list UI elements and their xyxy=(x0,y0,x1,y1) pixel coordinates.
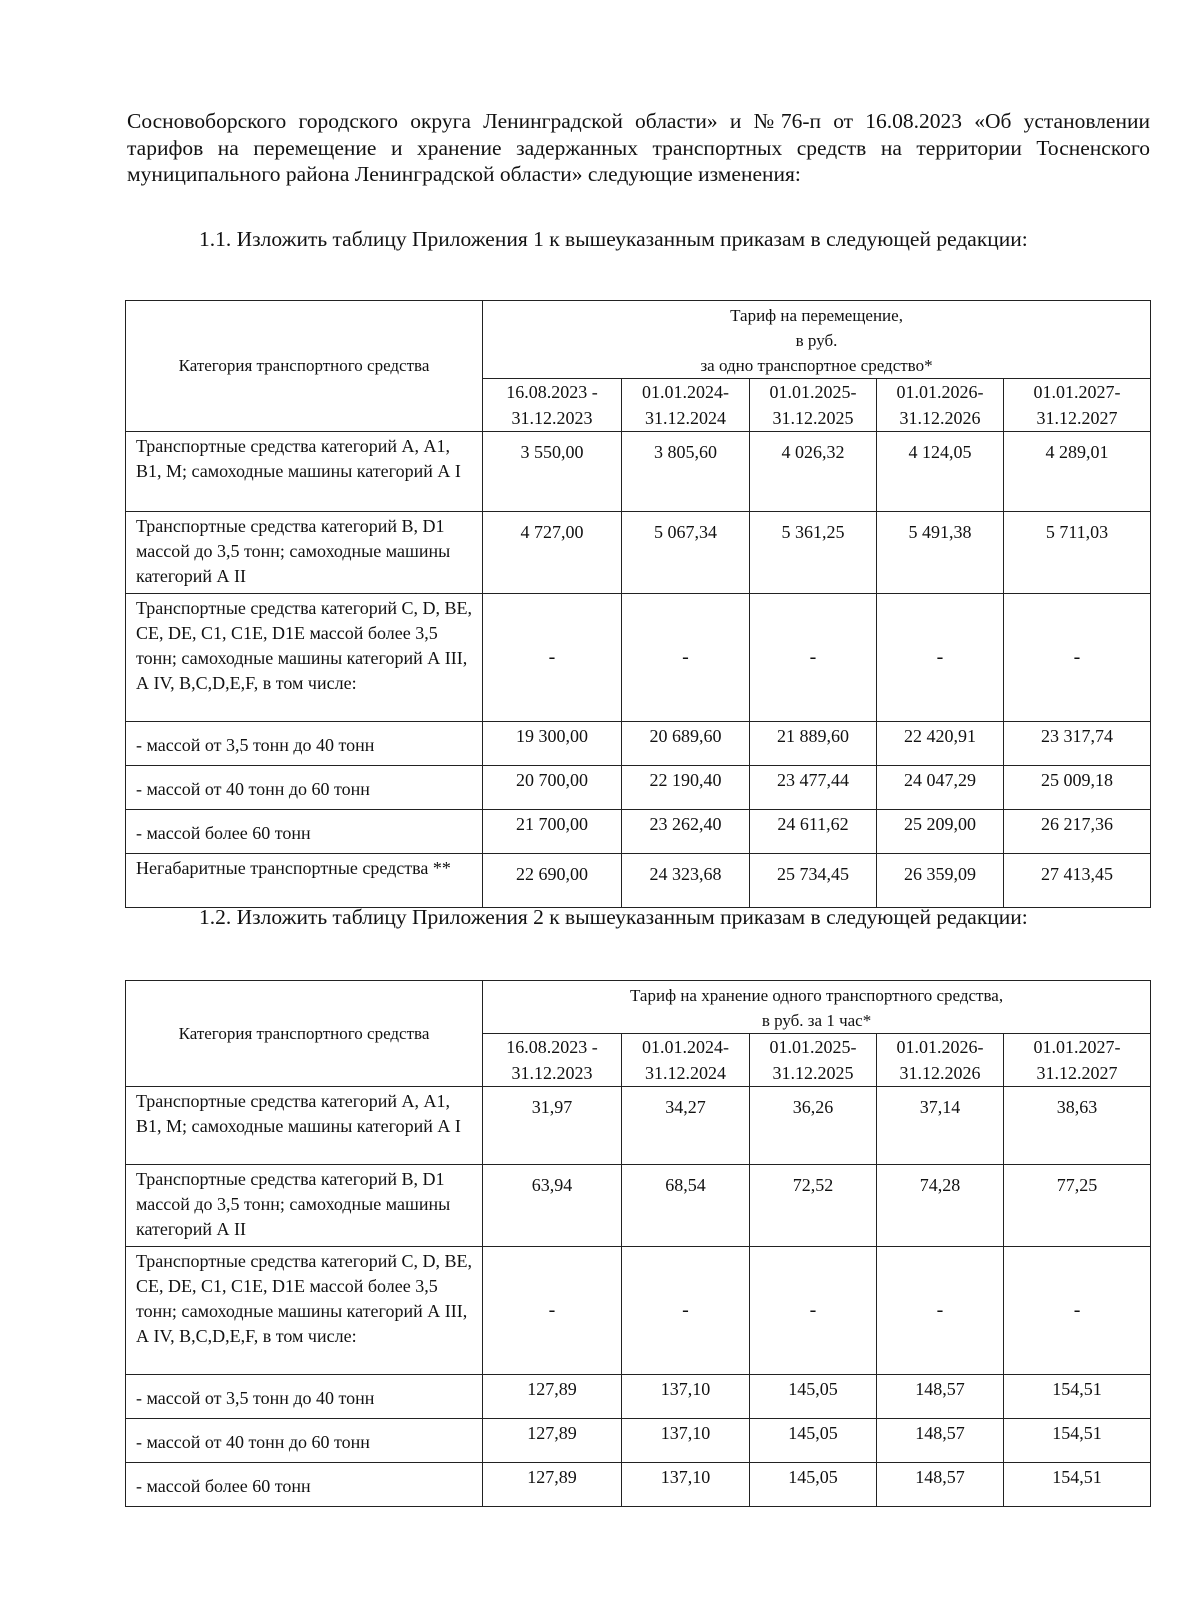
value-cell: 19 300,00 xyxy=(483,722,622,766)
value-cell: 77,25 xyxy=(1004,1165,1151,1247)
value-cell: - xyxy=(483,594,622,722)
value-cell: 4 727,00 xyxy=(483,512,622,594)
period-start: 01.01.2025- xyxy=(769,382,857,402)
table-row xyxy=(126,1463,1151,1507)
value-cell: 3 550,00 xyxy=(483,432,622,512)
category-cell: Транспортные средства категорий А, А1, В1, М; самоходные машины категорий А I xyxy=(126,1087,483,1165)
value-cell: 5 491,38 xyxy=(877,512,1004,594)
value-cell: 127,89 xyxy=(483,1419,622,1463)
tariff-header-line: в руб. xyxy=(795,331,838,350)
value-cell: 68,54 xyxy=(622,1165,750,1247)
value-cell: 148,57 xyxy=(877,1375,1004,1419)
value-cell: 23 317,74 xyxy=(1004,722,1151,766)
category-cell: Транспортные средства категорий В, D1 массой до 3,5 тонн; самоходные машины категорий А II xyxy=(126,1165,483,1247)
category-header: Категория транспортного средства xyxy=(126,981,483,1087)
tariff-storage-table xyxy=(125,980,1151,1507)
period-end: 31.12.2024 xyxy=(645,1063,726,1083)
value-cell: 5 361,25 xyxy=(750,512,877,594)
period-start: 01.01.2025- xyxy=(769,1037,857,1057)
value-cell: 23 477,44 xyxy=(750,766,877,810)
value-cell: 127,89 xyxy=(483,1375,622,1419)
period-header xyxy=(483,379,622,432)
value-cell: 37,14 xyxy=(877,1087,1004,1165)
value-cell: 36,26 xyxy=(750,1087,877,1165)
period-start: 01.01.2026- xyxy=(896,382,984,402)
period-end: 31.12.2026 xyxy=(899,408,981,428)
table-row xyxy=(126,854,1151,908)
period-header xyxy=(622,379,750,432)
period-end: 31.12.2025 xyxy=(772,408,854,428)
value-cell: - xyxy=(877,1247,1004,1375)
period-end: 31.12.2024 xyxy=(645,408,726,428)
category-cell: - массой более 60 тонн xyxy=(126,810,483,854)
value-cell: 137,10 xyxy=(622,1419,750,1463)
value-cell: 20 689,60 xyxy=(622,722,750,766)
value-cell: 25 209,00 xyxy=(877,810,1004,854)
tariff-header xyxy=(483,981,1151,1034)
value-cell: 26 217,36 xyxy=(1004,810,1151,854)
value-cell: 22 690,00 xyxy=(483,854,622,908)
category-cell: - массой от 40 тонн до 60 тонн xyxy=(126,1419,483,1463)
tariff-header-line: за одно транспортное средство* xyxy=(700,356,933,375)
table-row xyxy=(126,722,1151,766)
period-end: 31.12.2026 xyxy=(899,1063,981,1083)
value-cell: 5 067,34 xyxy=(622,512,750,594)
value-cell: 22 190,40 xyxy=(622,766,750,810)
value-cell: 145,05 xyxy=(750,1463,877,1507)
category-cell: Транспортные средства категорий В, D1 массой до 3,5 тонн; самоходные машины категорий А II xyxy=(126,512,483,594)
value-cell: 27 413,45 xyxy=(1004,854,1151,908)
category-header: Категория транспортного средства xyxy=(126,301,483,432)
value-cell: 5 711,03 xyxy=(1004,512,1151,594)
table-row xyxy=(126,1419,1151,1463)
period-start: 16.08.2023 - xyxy=(506,382,598,402)
value-cell: 24 047,29 xyxy=(877,766,1004,810)
table-row xyxy=(126,766,1151,810)
table-row xyxy=(126,1165,1151,1247)
period-header xyxy=(483,1034,622,1087)
category-cell: - массой от 40 тонн до 60 тонн xyxy=(126,766,483,810)
table-row xyxy=(126,1247,1151,1375)
category-cell: Негабаритные транспортные средства ** xyxy=(126,854,483,908)
value-cell: 148,57 xyxy=(877,1463,1004,1507)
value-cell: 25 734,45 xyxy=(750,854,877,908)
value-cell: 154,51 xyxy=(1004,1463,1151,1507)
value-cell: 22 420,91 xyxy=(877,722,1004,766)
value-cell: 63,94 xyxy=(483,1165,622,1247)
table-row xyxy=(126,594,1151,722)
period-header xyxy=(750,1034,877,1087)
value-cell: 3 805,60 xyxy=(622,432,750,512)
value-cell: 4 026,32 xyxy=(750,432,877,512)
period-end: 31.12.2023 xyxy=(511,408,593,428)
category-cell: Транспортные средства категорий С, D, ВЕ, СЕ, DE, С1, С1Е, D1E массой более 3,5 тонн; самоходные машины категорий А III, А IV, B,C,D,E,F, в том числе: xyxy=(126,594,483,722)
intro-paragraph: Сосновоборского городского округа Ленинградской области» и №76-п от 16.08.2023 «Об установлении тарифов на перемещение и хранение задержанных транспортных средств на территории Тосненского муниципального района Ленинградской области» следующие изменения: xyxy=(127,109,1150,186)
category-cell: Транспортные средства категорий С, D, ВЕ, СЕ, DE, С1, С1Е, D1E массой более 3,5 тонн; самоходные машины категорий А III, А IV, B,C,D,E,F, в том числе: xyxy=(126,1247,483,1375)
category-cell: - массой от 3,5 тонн до 40 тонн xyxy=(126,722,483,766)
tariff-header-line: Тариф на перемещение, xyxy=(730,306,903,325)
value-cell: 72,52 xyxy=(750,1165,877,1247)
value-cell: 34,27 xyxy=(622,1087,750,1165)
period-end: 31.12.2027 xyxy=(1036,1063,1118,1083)
tariff-header-line: Тариф на хранение одного транспортного средства, xyxy=(629,986,1004,1005)
value-cell: 31,97 xyxy=(483,1087,622,1165)
period-header xyxy=(622,1034,750,1087)
value-cell: 145,05 xyxy=(750,1419,877,1463)
value-cell: - xyxy=(877,594,1004,722)
value-cell: 154,51 xyxy=(1004,1419,1151,1463)
value-cell: 4 289,01 xyxy=(1004,432,1151,512)
tariff-header xyxy=(483,301,1151,379)
tariff-header-line: в руб. за 1 час* xyxy=(761,1011,872,1030)
item-1-1-paragraph: 1.1. Изложить таблицу Приложения 1 к вышеуказанным приказам в следующей редакции: xyxy=(199,227,1028,251)
value-cell: - xyxy=(750,594,877,722)
value-cell: 74,28 xyxy=(877,1165,1004,1247)
period-start: 01.01.2026- xyxy=(896,1037,984,1057)
table-row xyxy=(126,1375,1151,1419)
value-cell: - xyxy=(622,1247,750,1375)
period-header xyxy=(1004,379,1151,432)
period-end: 31.12.2023 xyxy=(511,1063,593,1083)
period-start: 01.01.2024- xyxy=(642,382,729,402)
value-cell: 148,57 xyxy=(877,1419,1004,1463)
table-row xyxy=(126,1087,1151,1165)
period-end: 31.12.2027 xyxy=(1036,408,1118,428)
period-start: 16.08.2023 - xyxy=(506,1037,598,1057)
value-cell: - xyxy=(622,594,750,722)
period-header xyxy=(1004,1034,1151,1087)
value-cell: 24 611,62 xyxy=(750,810,877,854)
category-cell: Транспортные средства категорий А, А1, В1, М; самоходные машины категорий А I xyxy=(126,432,483,512)
period-start: 01.01.2024- xyxy=(642,1037,729,1057)
period-header xyxy=(750,379,877,432)
tariff-transfer-table xyxy=(125,300,1151,908)
value-cell: 4 124,05 xyxy=(877,432,1004,512)
period-start: 01.01.2027- xyxy=(1033,1037,1121,1057)
period-end: 31.12.2025 xyxy=(772,1063,854,1083)
value-cell: 21 889,60 xyxy=(750,722,877,766)
table-row xyxy=(126,810,1151,854)
table-row xyxy=(126,432,1151,512)
value-cell: - xyxy=(1004,594,1151,722)
value-cell: 137,10 xyxy=(622,1463,750,1507)
value-cell: 21 700,00 xyxy=(483,810,622,854)
item-1-2-paragraph: 1.2. Изложить таблицу Приложения 2 к вышеуказанным приказам в следующей редакции: xyxy=(199,905,1028,929)
value-cell: 20 700,00 xyxy=(483,766,622,810)
value-cell: 145,05 xyxy=(750,1375,877,1419)
value-cell: 127,89 xyxy=(483,1463,622,1507)
category-cell: - массой более 60 тонн xyxy=(126,1463,483,1507)
value-cell: 24 323,68 xyxy=(622,854,750,908)
value-cell: 38,63 xyxy=(1004,1087,1151,1165)
period-header xyxy=(877,379,1004,432)
table-row xyxy=(126,512,1151,594)
value-cell: 137,10 xyxy=(622,1375,750,1419)
value-cell: 25 009,18 xyxy=(1004,766,1151,810)
category-cell: - массой от 3,5 тонн до 40 тонн xyxy=(126,1375,483,1419)
period-start: 01.01.2027- xyxy=(1033,382,1121,402)
value-cell: - xyxy=(1004,1247,1151,1375)
value-cell: - xyxy=(483,1247,622,1375)
value-cell: 23 262,40 xyxy=(622,810,750,854)
value-cell: - xyxy=(750,1247,877,1375)
value-cell: 154,51 xyxy=(1004,1375,1151,1419)
value-cell: 26 359,09 xyxy=(877,854,1004,908)
period-header xyxy=(877,1034,1004,1087)
